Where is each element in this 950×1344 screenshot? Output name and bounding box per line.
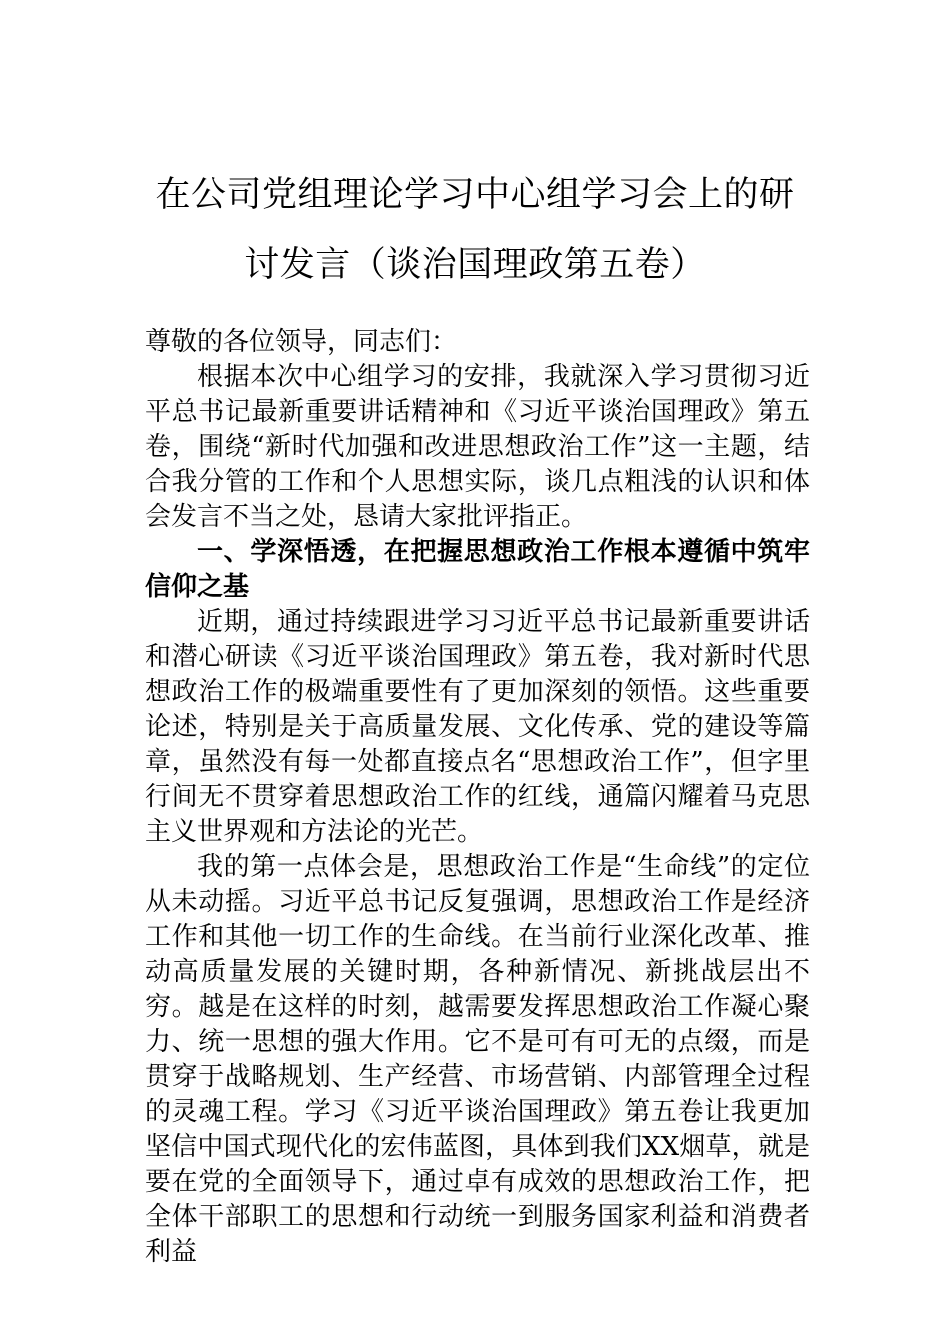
section-heading-1: 一、学深悟透，在把握思想政治工作根本遵循中筑牢信仰之基 (145, 537, 810, 602)
title-line-2: 讨发言（谈治国理政第五卷） (244, 245, 706, 285)
document-title (120, 160, 830, 300)
paragraph-intro: 根据本次中心组学习的安排，我就深入学习贯彻习近平总书记最新重要讲话精神和《习近平谈治国理政》第五卷，围绕“新时代加强和改进思想政治工作”这一主题，结合我分管的工作和个人思想实际，谈几点粗浅的认识和体会发言不当之处，恳请大家批评指正。 (145, 362, 810, 532)
salutation: 尊敬的各位领导，同志们： (145, 327, 458, 357)
document-body (145, 325, 810, 1270)
paragraph-first-point: 我的第一点体会是，思想政治工作是“生命线”的定位从未动摇。习近平总书记反复强调，思想政治工作是经济工作和其他一切工作的生命线。在当前行业深化改革、推动高质量发展的关键时期，各种新情况、新挑战层出不穷。越是在这样的时刻，越需要发挥思想政治工作凝心聚力、统一思想的强大作用。它不是可有可无的点缀，而是贯穿于战略规划、生产经营、市场营销、内部管理全过程的灵魂工程。学习《习近平谈治国理政》第五卷让我更加坚信中国式现代化的宏伟蓝图，具体到我们XX烟草，就是要在党的全面领导下，通过卓有成效的思想政治工作，把全体干部职工的思想和行动统一到服务国家利益和消费者利益 (145, 852, 810, 1267)
paragraph-study: 近期，通过持续跟进学习习近平总书记最新重要讲话和潜心研读《习近平谈治国理政》第五卷，我对新时代思想政治工作的极端重要性有了更加深刻的领悟。这些重要论述，特别是关于高质量发展、文化传承、党的建设等篇章，虽然没有每一处都直接点名“思想政治工作”，但字里行间无不贯穿着思想政治工作的红线，通篇闪耀着马克思主义世界观和方法论的光芒。 (145, 607, 810, 847)
title-line-1: 在公司党组理论学习中心组学习会上的研 (155, 175, 795, 215)
